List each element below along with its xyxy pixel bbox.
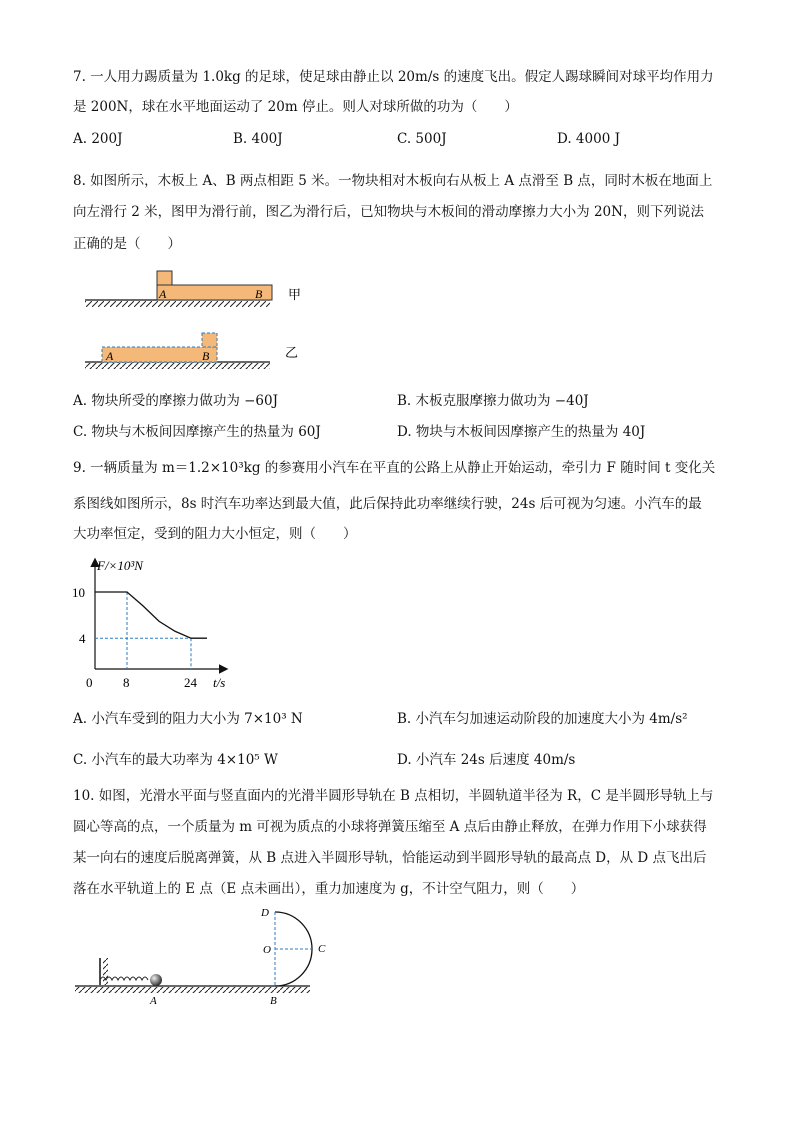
label-o: O: [263, 944, 271, 956]
x-tick-label: 24: [184, 675, 197, 690]
label-a-yi: A: [106, 349, 114, 363]
q9-force-time-chart: [68, 552, 248, 692]
q9-option-b[interactable]: B. 小汽车匀加速运动阶段的加速度大小为 4m/s²: [397, 711, 688, 727]
wall-hatch: [103, 958, 108, 985]
block-yi: [202, 333, 217, 347]
label-d: D: [261, 907, 269, 919]
q10-stem-line2: 圆心等高的点，一个质量为 m 可视为质点的小球将弹簧压缩至 A 点后由静止释放，在弹力作用下小球获得: [73, 819, 707, 835]
q8-option-b[interactable]: B. 木板克服摩擦力做功为 −40J: [397, 393, 589, 409]
q8-option-c[interactable]: C. 物块与木板间因摩擦产生的热量为 60J: [73, 424, 321, 440]
y-tick-label: 4: [79, 631, 86, 647]
label-yi: 乙: [285, 345, 299, 360]
q8-option-a[interactable]: A. 物块所受的摩擦力做功为 −60J: [73, 393, 279, 409]
q7-stem-line1: 7. 一人用力踢质量为 1.0kg 的足球，使足球由静止以 20m/s 的速度飞出。假定人踢球瞬间对球平均作用力: [73, 69, 714, 85]
x-tick-label: 8: [123, 675, 130, 690]
q10-stem-line1: 10. 如图，光滑水平面与竖直面内的光滑半圆形导轨在 B 点相切，半圆轨道半径为 R，C 是半圆形导轨上与: [73, 788, 714, 804]
origin-label: 0: [86, 675, 93, 690]
q9-option-a[interactable]: A. 小汽车受到的阻力大小为 7×10³ N: [73, 711, 303, 727]
q8-stem-line1: 8. 如图所示，木板上 A、B 两点相距 5 米。一物块相对木板向右从板上 A 点滑至 B 点，同时木板在地面上: [73, 173, 713, 189]
ball: [150, 974, 162, 986]
q9-stem-line2: 系图线如图所示，8s 时汽车功率达到最大值，此后保持此功率继续行驶，24s 后可视为匀速。小汽车的最: [73, 496, 702, 512]
q7-option-c[interactable]: C. 500J: [397, 131, 447, 147]
block-jia: [157, 271, 172, 285]
label-c: C: [318, 943, 326, 955]
q10-stem-line3: 某一向右的速度后脱离弹簧，从 B 点进入半圆形导轨，恰能运动到半圆形导轨的最高点 D，从 D 点飞出后: [73, 850, 707, 866]
y-axis-label: F/×10³N: [97, 558, 143, 573]
q9-stem-line1: 9. 一辆质量为 m＝1.2×10³kg 的参赛用小汽车在平直的公路上从静止开始运动，牵引力 F 随时间 t 变化关: [73, 460, 716, 476]
q7-stem-line2: 是 200N，球在水平地面运动了 20m 停止。则人对球所做的功为（ ）: [73, 99, 518, 115]
series-line-f: [95, 592, 207, 638]
q7-option-b[interactable]: B. 400J: [233, 131, 283, 147]
q8-stem-line2: 向左滑行 2 米，图甲为滑行前，图乙为滑行后，已知物块与木板间的滑动摩擦力大小为 20N，则下列说法: [73, 204, 704, 220]
q9-stem-line3: 大功率恒定，受到的阻力大小恒定，则（ ）: [73, 526, 357, 542]
ground-hatch-yi: [85, 363, 270, 369]
y-tick-label: 10: [72, 585, 85, 600]
ground-hatch-jia: [85, 301, 270, 307]
label-b-jia: B: [255, 287, 263, 301]
board-yi: [102, 347, 217, 362]
ground-hatch: [75, 987, 310, 993]
q7-option-a[interactable]: A. 200J: [73, 131, 123, 147]
q7-option-d[interactable]: D. 4000 J: [557, 131, 620, 147]
label-jia: 甲: [288, 287, 302, 302]
q10-figure: [70, 900, 340, 1010]
label-a: A: [150, 995, 157, 1007]
q10-stem-line4: 落在水平轨道上的 E 点（E 点未画出），重力加速度为 g，不计空气阻力，则（ ）: [73, 881, 585, 897]
q9-option-c[interactable]: C. 小汽车的最大功率为 4×10⁵ W: [73, 752, 278, 768]
label-b-yi: B: [202, 349, 210, 363]
q8-figure: [80, 265, 310, 377]
q9-option-d[interactable]: D. 小汽车 24s 后速度 40m/s: [397, 752, 576, 768]
q8-option-d[interactable]: D. 物块与木板间因摩擦产生的热量为 40J: [397, 424, 646, 440]
label-b: B: [270, 995, 277, 1007]
label-a-jia: A: [159, 287, 167, 301]
x-axis-label: t/s: [213, 675, 226, 690]
q8-stem-line3: 正确的是（ ）: [73, 236, 181, 252]
